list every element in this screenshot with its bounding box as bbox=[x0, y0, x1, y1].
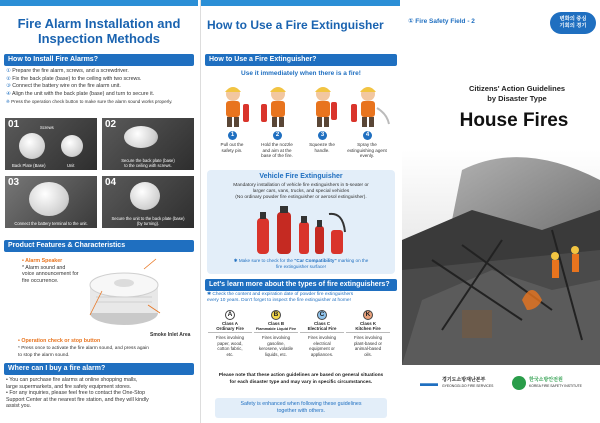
photo-number: 03 bbox=[8, 177, 20, 188]
list-item bbox=[6, 98, 194, 106]
text-line: (No ordinary powder fire extinguisher or aerosol extinguisher). bbox=[235, 195, 367, 200]
caption-line: Pull out the bbox=[220, 142, 244, 147]
class-badge: A bbox=[225, 310, 235, 320]
logo-line: KOREA FIRE SAFETY INSTITUTE bbox=[529, 384, 582, 388]
photo-step-4 bbox=[101, 175, 195, 229]
class-b-card bbox=[254, 310, 298, 368]
car-compatibility-mark: "Car Compatibility" bbox=[294, 258, 337, 263]
vehicle-extinguisher-box bbox=[207, 170, 395, 274]
install-steps-list bbox=[6, 68, 194, 106]
photo-step-3 bbox=[4, 175, 98, 229]
house-fire-photo bbox=[402, 150, 600, 365]
photo-step-1 bbox=[4, 117, 98, 171]
alarm-speaker-desc bbox=[22, 258, 79, 284]
list-item bbox=[6, 68, 194, 76]
back-plate-image bbox=[19, 133, 45, 159]
gyeonggi-logo-icon: ▬▬ bbox=[420, 378, 438, 388]
desc-line: Fires involving bbox=[307, 335, 337, 340]
screws-label: Screws bbox=[40, 125, 54, 130]
desc-line: Fires involving bbox=[215, 335, 245, 340]
class-a-card bbox=[208, 310, 252, 368]
kfsi-logo-text bbox=[529, 377, 582, 389]
kfsi-logo bbox=[512, 376, 597, 392]
installation-panel bbox=[0, 0, 198, 423]
list-item: • You can purchase fire alarms at online shopping malls, bbox=[6, 377, 138, 383]
caption-line: (by turning). bbox=[136, 221, 160, 226]
extinguisher-panel bbox=[200, 0, 400, 423]
desc-line: kerosene, volatile bbox=[258, 346, 294, 351]
top-accent-bar bbox=[0, 0, 198, 6]
caption-line: handle. bbox=[314, 147, 330, 153]
unit-label: Unit bbox=[67, 163, 75, 168]
subtitle-line: by Disaster Type bbox=[487, 94, 547, 103]
class-desc bbox=[208, 332, 252, 357]
caption-line: Spray the bbox=[357, 142, 377, 147]
caption-line: to the ceiling with screws. bbox=[124, 163, 172, 168]
class-label: Class K bbox=[359, 321, 377, 326]
caption-line: extinguishing agent bbox=[347, 147, 387, 153]
class-desc bbox=[254, 332, 298, 357]
caption-line: and aim at the bbox=[262, 147, 292, 153]
desc-line: gasoline, bbox=[267, 340, 285, 346]
step-text: Connect the battery wire on the fire alarm unit. bbox=[12, 83, 121, 89]
step-caption-2 bbox=[255, 142, 299, 159]
step-caption-1 bbox=[210, 142, 254, 153]
step-number-3: 3 bbox=[318, 131, 327, 140]
class-name bbox=[300, 321, 344, 331]
photo-caption bbox=[5, 221, 97, 226]
step-number-4: 4 bbox=[363, 131, 372, 140]
banner-line: Safety is enhanced when following these guidelines bbox=[240, 401, 362, 407]
desc-line: to stop the alarm sound. bbox=[18, 353, 70, 358]
buy-heading: Where can I buy a fire alarm? bbox=[4, 363, 194, 375]
note-text: marking on the bbox=[336, 258, 369, 263]
class-name bbox=[208, 321, 252, 331]
step-number: ① bbox=[6, 68, 11, 74]
class-k-card bbox=[346, 310, 390, 368]
caption-line: Connect the battery terminal to the unit. bbox=[14, 221, 88, 226]
operation-check-desc bbox=[18, 338, 149, 360]
photo-step-2 bbox=[101, 117, 195, 171]
caption-line: safety pin. bbox=[221, 147, 243, 153]
class-label: Class C bbox=[313, 321, 331, 326]
field-label: ① Fire Safety Field - 2 bbox=[408, 18, 475, 25]
caption-line: Secure the unit to the back plate (base) bbox=[111, 216, 185, 221]
class-badge: B bbox=[271, 310, 281, 320]
desc-line: appliances. bbox=[310, 351, 334, 357]
list-item: assist you. bbox=[6, 403, 32, 409]
slogan-line: 변화의 중심 bbox=[559, 16, 587, 22]
firefighter-figure-2 bbox=[261, 87, 286, 127]
step-number: ② bbox=[6, 75, 11, 82]
gyeonggi-slogan-badge bbox=[550, 12, 596, 34]
caption-line: evenly. bbox=[359, 153, 375, 159]
desc-line: animal-based bbox=[354, 346, 382, 351]
text-line: Mandatory installation of vehicle fire extinguishers in 5-seater or bbox=[233, 183, 369, 188]
logo-line: 경기도소방재난본부 bbox=[442, 377, 486, 383]
slogan-line: 기회의 경기 bbox=[559, 23, 587, 29]
desc-line: cotton fabric, bbox=[217, 346, 243, 351]
step-text: Press the operation check button to make sure the alarm sound works properly. bbox=[11, 99, 173, 104]
learn-text bbox=[207, 292, 395, 304]
buy-info-list bbox=[6, 377, 194, 410]
desc-line: * Press once to activate the fire alarm sound, and press again bbox=[18, 345, 149, 351]
desc-line: etc. bbox=[226, 351, 234, 357]
list-item bbox=[6, 76, 194, 84]
caption-line: Squeeze the bbox=[309, 142, 335, 147]
step-text: Fix the back plate (base) to the ceiling with two screws. bbox=[12, 75, 142, 82]
photo-number: 02 bbox=[105, 119, 117, 130]
firefighter-figure-4 bbox=[351, 87, 389, 127]
class-desc bbox=[346, 332, 390, 357]
class-c-card bbox=[300, 310, 344, 368]
class-label: Class A bbox=[222, 321, 238, 326]
features-heading: Product Features & Characteristics bbox=[4, 240, 194, 252]
text-line: every 10 years. Don't forget to inspect the fire extinguisher at home! bbox=[207, 298, 351, 303]
caption-line: Hold the nozzle bbox=[261, 142, 293, 147]
class-name bbox=[346, 321, 390, 331]
step-text: Align the unit with the back plate (base) and turn to secure it. bbox=[11, 90, 155, 97]
step-number-1: 1 bbox=[228, 131, 237, 140]
guideline-subtitle bbox=[442, 84, 592, 104]
note-text: fire extinguisher surface! bbox=[275, 263, 327, 269]
smoke-alarm-illustration bbox=[84, 255, 164, 335]
list-item: large supermarkets, and fire safety equipment stores. bbox=[6, 383, 132, 390]
battery-unit-image bbox=[29, 182, 69, 216]
step-caption-3 bbox=[300, 142, 344, 153]
desc-line: liquids, etc. bbox=[265, 351, 287, 357]
kfsi-logo-icon bbox=[512, 376, 526, 390]
mounted-unit-image bbox=[130, 182, 160, 210]
class-label: Class B bbox=[267, 321, 285, 326]
desc-line: Fires involving bbox=[261, 335, 291, 340]
installation-title bbox=[4, 16, 194, 46]
alarm-speaker-title: • Alarm Speaker bbox=[22, 258, 63, 264]
caption-line: Secure the back plate (base) bbox=[121, 158, 175, 163]
note-line: Please note that these action guidelines are based on general situations bbox=[218, 373, 384, 378]
class-type: Kitchen Fire bbox=[355, 326, 381, 331]
list-item bbox=[6, 91, 194, 99]
firefighter-figure-1 bbox=[225, 87, 249, 127]
desc-line: * Alarm sound and bbox=[22, 264, 66, 271]
top-accent-bar bbox=[201, 0, 400, 6]
desc-line: voice announcement for bbox=[22, 271, 79, 277]
class-type: Ordinary Fire bbox=[216, 326, 244, 331]
list-item: • For any inquiries, please feel free to contact the One-Stop bbox=[6, 390, 146, 396]
desc-line: plant-based or bbox=[353, 340, 383, 346]
note-text: ✱ Make sure to check for the bbox=[233, 258, 295, 263]
list-item bbox=[6, 83, 194, 91]
photo-caption bbox=[102, 158, 194, 168]
ceiling-plate-image bbox=[124, 126, 158, 148]
extinguisher-title: How to Use a Fire Extinguisher bbox=[207, 18, 384, 32]
step-text: Prepare the fire alarm, screws, and a screwdriver. bbox=[12, 68, 129, 74]
step-number-2: 2 bbox=[273, 131, 282, 140]
class-name bbox=[254, 321, 298, 332]
logo-line: GYEONGGI-DO FIRE SERVICES bbox=[442, 384, 494, 388]
gyeonggi-fire-logo bbox=[420, 376, 505, 392]
extinguisher-heading: How to Use a Fire Extinguisher? bbox=[205, 54, 397, 66]
install-heading: How to Install Fire Alarms? bbox=[4, 54, 194, 66]
cover-title: House Fires bbox=[459, 110, 569, 131]
vehicle-title: Vehicle Fire Extinguisher bbox=[259, 173, 343, 180]
step-number: ④ bbox=[6, 90, 11, 97]
extinguishers-illustration bbox=[251, 202, 351, 256]
unit-image bbox=[61, 135, 83, 157]
smoke-inlet-label: Smoke Inlet Area bbox=[150, 332, 191, 338]
caption-line: base of the fire. bbox=[261, 153, 293, 159]
desc-line: electrical bbox=[313, 340, 331, 346]
desc-line: fire occurrence. bbox=[22, 277, 59, 284]
photo-number: 04 bbox=[105, 177, 117, 188]
step-caption-4 bbox=[345, 142, 389, 159]
text-line: larger cars, vans, trucks, and special vehicles bbox=[252, 189, 350, 194]
back-plate-label: Back Plate (Base) bbox=[12, 163, 46, 168]
desc-line: paper, wood, bbox=[217, 340, 243, 346]
desc-line: equipment or bbox=[309, 346, 335, 351]
car-compatibility-note bbox=[213, 258, 389, 269]
operation-check-title: • Operation check or stop button bbox=[18, 338, 101, 344]
text-line: ✱ Check the content and expiration date of powder fire extinguishers bbox=[207, 292, 354, 297]
gyeonggi-logo-text bbox=[442, 377, 493, 389]
photo-number: 01 bbox=[8, 119, 20, 130]
firefighter-figure-3 bbox=[315, 87, 337, 127]
use-immediately-text: Use it immediately when there is a fire! bbox=[241, 70, 361, 77]
list-item: Support Center at the nearest fire station, and they will kindly bbox=[6, 396, 149, 403]
logo-line: 한국소방안전원 bbox=[529, 377, 563, 383]
class-desc bbox=[300, 332, 344, 357]
step-number: ※ bbox=[6, 99, 10, 104]
desc-line: Fires involving bbox=[353, 335, 383, 340]
title-line-2: Inspection Methods bbox=[37, 31, 161, 46]
installation-photos bbox=[4, 117, 196, 231]
note-line: for each disaster type and may vary in specific circumstances. bbox=[229, 380, 373, 385]
vehicle-text bbox=[213, 183, 389, 201]
cover-panel bbox=[402, 0, 600, 423]
desc-line: oils. bbox=[364, 351, 372, 357]
title-line-1: Fire Alarm Installation and bbox=[17, 16, 181, 31]
banner-line: together with others. bbox=[277, 408, 325, 414]
subtitle-line: Citizens' Action Guidelines bbox=[468, 84, 566, 93]
firefighter-figures bbox=[211, 84, 391, 130]
step-number: ③ bbox=[6, 83, 11, 89]
photo-caption bbox=[102, 216, 194, 226]
class-badge: K bbox=[363, 310, 373, 320]
safety-banner bbox=[215, 398, 387, 418]
class-badge: C bbox=[317, 310, 327, 320]
learn-heading: Let's learn more about the types of fire extinguishers? bbox=[205, 279, 397, 291]
class-type: Electrical Fire bbox=[307, 326, 337, 331]
class-type: Flammable Liquid Fire bbox=[255, 327, 297, 331]
disclaimer-note bbox=[205, 372, 397, 386]
